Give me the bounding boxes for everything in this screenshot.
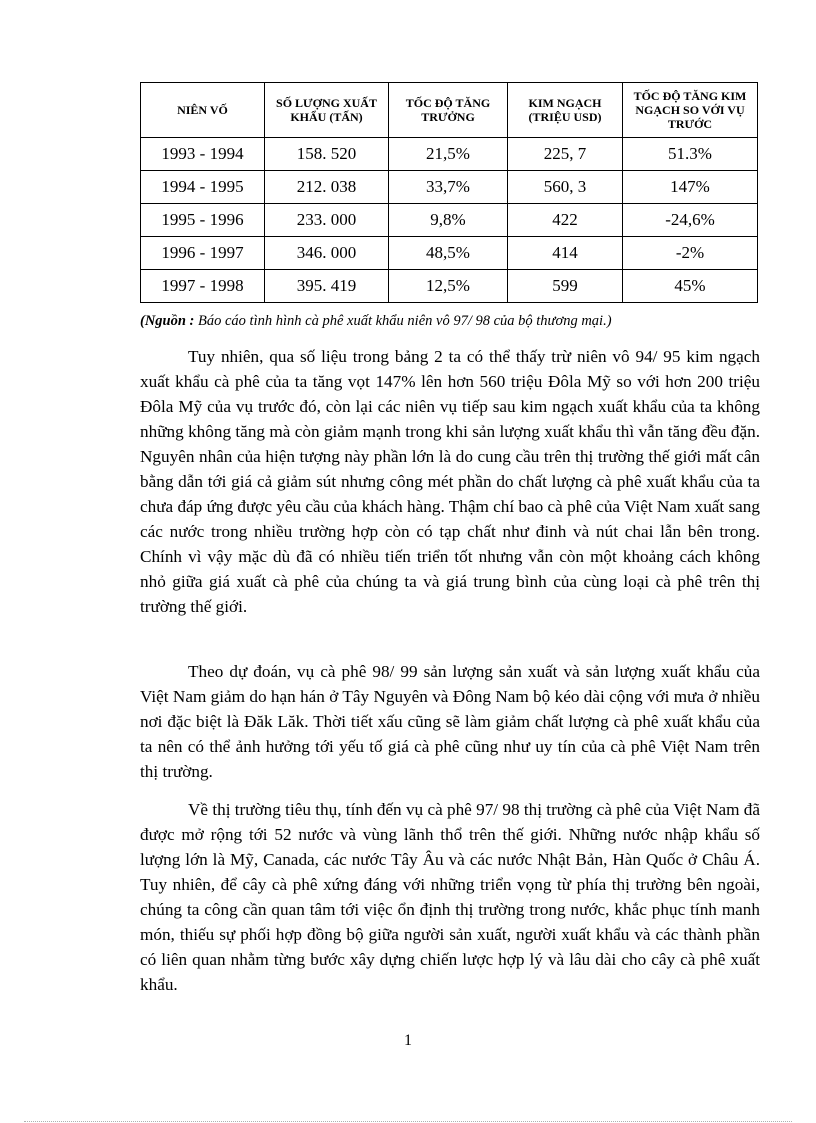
cell-volume: 212. 038 bbox=[265, 171, 389, 204]
cell-turnover: 599 bbox=[508, 270, 623, 303]
cell-growth: 12,5% bbox=[389, 270, 508, 303]
cell-growth: 9,8% bbox=[389, 204, 508, 237]
header-export-volume: SỐ LƯỢNG XUẤT KHẨU (TẤN) bbox=[265, 83, 389, 138]
cell-volume: 346. 000 bbox=[265, 237, 389, 270]
paragraph: Theo dự đoán, vụ cà phê 98/ 99 sản lượng sản xuất và sản lượng xuất khẩu của Việt Nam giảm do hạn hán ở Tây Nguyên và Đông Nam bộ kéo dài cộng với mưa ở nhiều nơi đặc biệt là Đăk Lăk. Thời tiết xấu cũng sẽ làm giảm chất lượng cà phê xuất khẩu của ta nên có thể ảnh hưởng tới yếu tố giá cà phê cũng như uy tín của cà phê Việt Nam trên thị trường. bbox=[140, 662, 760, 781]
table-row bbox=[141, 237, 758, 270]
table-row bbox=[141, 270, 758, 303]
page-number: 1 bbox=[404, 1032, 412, 1049]
cell-turnover: 414 bbox=[508, 237, 623, 270]
source-label: (Nguồn : bbox=[140, 313, 195, 329]
cell-growth: 21,5% bbox=[389, 138, 508, 171]
header-turnover: KIM NGẠCH (TRIỆU USD) bbox=[508, 83, 623, 138]
cell-turnover-growth: 51.3% bbox=[623, 138, 758, 171]
header-season: NIÊN VỐ bbox=[141, 83, 265, 138]
cell-season: 1996 - 1997 bbox=[141, 237, 265, 270]
cell-turnover-growth: -24,6% bbox=[623, 204, 758, 237]
table-source-note bbox=[140, 313, 780, 330]
cell-volume: 158. 520 bbox=[265, 138, 389, 171]
cell-season: 1997 - 1998 bbox=[141, 270, 265, 303]
cell-turnover-growth: -2% bbox=[623, 237, 758, 270]
header-turnover-growth: TỐC ĐỘ TĂNG KIM NGẠCH SO VỚI VỤ TRƯỚC bbox=[623, 83, 758, 138]
table-header-row bbox=[141, 83, 758, 138]
header-growth-rate: TỐC ĐỘ TĂNG TRƯỞNG bbox=[389, 83, 508, 138]
cell-turnover-growth: 147% bbox=[623, 171, 758, 204]
table-row bbox=[141, 204, 758, 237]
paragraph: Về thị trường tiêu thụ, tính đến vụ cà phê 97/ 98 thị trường cà phê của Việt Nam đã được mở rộng tới 52 nước và vùng lãnh thổ trên thế giới. Những nước nhập khẩu số lượng lớn là Mỹ, Canada, các nước Tây Âu và các nước Nhật Bản, Hàn Quốc ở Châu Á. Tuy nhiên, để cây cà phê xứng đáng với những triển vọng từ phía thị trường bên ngoài, chúng ta công cần quan tâm tới việc ổn định thị trường trong nước, khắc phục tính manh món, thiếu sự phối hợp đồng bộ giữa người sản xuất, người xuất khẩu và các thành phần có liên quan nhằm từng bước xây dựng chiến lược hợp lý và lâu dài cho cây cà phê xuất khẩu. bbox=[140, 800, 760, 994]
cell-growth: 33,7% bbox=[389, 171, 508, 204]
cell-turnover: 422 bbox=[508, 204, 623, 237]
cell-volume: 233. 000 bbox=[265, 204, 389, 237]
table-row bbox=[141, 171, 758, 204]
cell-turnover: 225, 7 bbox=[508, 138, 623, 171]
paragraph: Tuy nhiên, qua số liệu trong bảng 2 ta có thể thấy trừ niên vô 94/ 95 kim ngạch xuất khẩu cà phê của ta tăng vọt 147% lên hơn 560 triệu Đôla Mỹ so với hơn 200 triệu Đôla Mỹ của vụ trước đó, còn lại các niên vụ tiếp sau kim ngạch xuất khẩu của ta không những không tăng mà còn giảm mạnh trong khi sản lượng xuất khẩu thì vẫn tăng đều đặn. Nguyên nhân của hiện tượng này phần lớn là do cung cầu trên thị trường thế giới mất cân bằng dẫn tới giá cả giảm sút nhưng công mét phần do chất lượng cà phê xuất khẩu của ta chưa đáp ứng được yêu cầu của khách hàng. Thậm chí bao cà phê của Việt Nam xuất sang các nước trong nhiều trường hợp còn có tạp chất như đinh và nút chai lẫn bên trong. Chính vì vậy mặc dù đã có nhiều tiến triển tốt nhưng vẫn còn một khoảng cách không nhỏ giữa giá xuất cà phê của chúng ta và giá trung bình của cùng loại cà phê trên thị trường thế giới. bbox=[140, 347, 760, 616]
cell-volume: 395. 419 bbox=[265, 270, 389, 303]
page-bottom-divider bbox=[24, 1121, 792, 1122]
table-row bbox=[141, 138, 758, 171]
cell-turnover-growth: 45% bbox=[623, 270, 758, 303]
export-table bbox=[140, 82, 758, 303]
cell-season: 1993 - 1994 bbox=[141, 138, 265, 171]
source-text: Báo cáo tình hình cà phê xuất khẩu niên vô 97/ 98 của bộ thương mại.) bbox=[194, 313, 612, 329]
cell-growth: 48,5% bbox=[389, 237, 508, 270]
cell-season: 1995 - 1996 bbox=[141, 204, 265, 237]
cell-turnover: 560, 3 bbox=[508, 171, 623, 204]
cell-season: 1994 - 1995 bbox=[141, 171, 265, 204]
